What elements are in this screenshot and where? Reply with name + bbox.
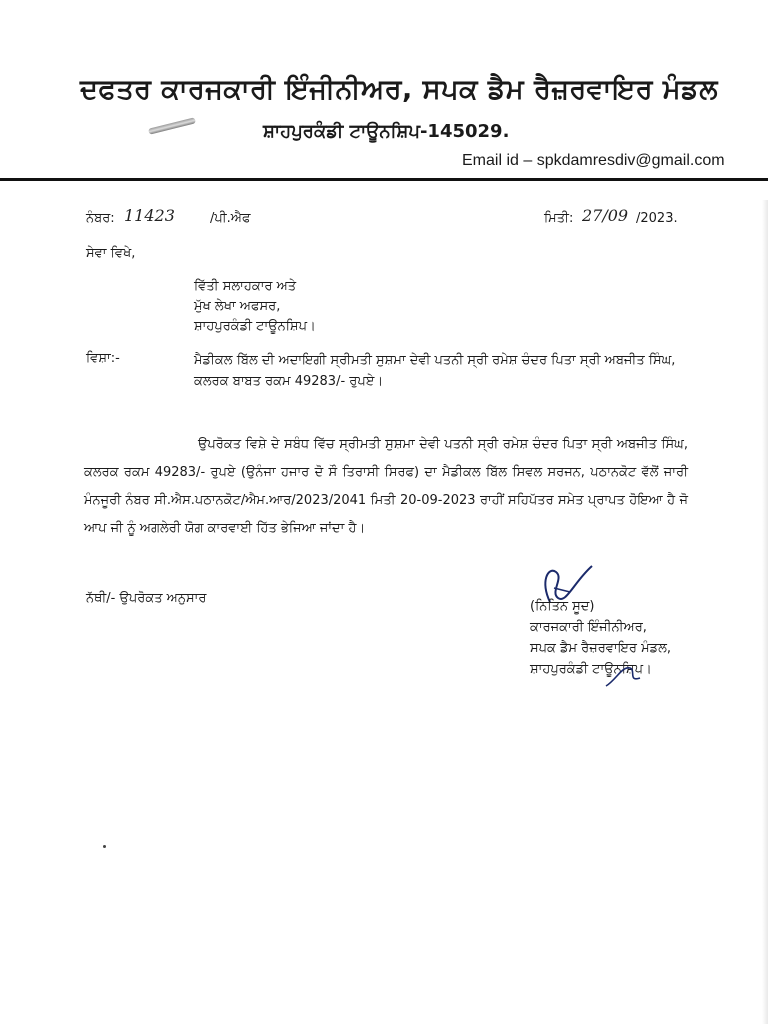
recipient-line-2: ਮੁੱਖ ਲੇਖਾ ਅਫਸਰ,	[194, 299, 281, 314]
date-label: ਮਿਤੀ:	[544, 211, 574, 226]
body-paragraph-text: ਉਪਰੋਕਤ ਵਿਸ਼ੇ ਦੇ ਸਬੰਧ ਵਿੱਚ ਸ੍ਰੀਮਤੀ ਸੁਸ਼ਮਾ ਦੇਵੀ ਪਤਨੀ ਸ੍ਰੀ ਰਮੇਸ਼ ਚੰਦਰ ਪਿਤਾ ਸ੍ਰੀ ਅਬਜੀਤ ਸਿੰਘ, ਕਲਰਕ ਰਕਮ 49283/- ਰੁਪਏ (ਉਨੰਜਾ ਹਜਾਰ ਦੋ ਸੌ ਤਿਰਾਸੀ ਸਿਰਫ) ਦਾ ਮੈਡੀਕਲ ਬਿੱਲ ਸਿਵਲ ਸਰਜਨ, ਪਠਾਨਕੋਟ ਵੱਲੋਂ ਜਾਰੀ ਮੰਨਜੂਰੀ ਨੰਬਰ ਸੀ.ਐਸ.ਪਠਾਨਕੋਟ/ਐਮ.ਆਰ/2023/2041 ਮਿਤੀ 20-09-2023 ਰਾਹੀਂ ਸਹਿਪੱਤਰ ਸਮੇਤ ਪ੍ਰਾਪਤ ਹੋਇਆ ਹੈ ਜੋ ਆਪ ਜੀ ਨੂੰ ਅਗਲੇਰੀ ਯੋਗ ਕਾਰਵਾਈ ਹਿੱਤ ਭੇਜਿਆ ਜਾਂਦਾ ਹੈ।	[84, 437, 688, 536]
pen-mark-icon	[148, 117, 196, 134]
subject-label: ਵਿਸ਼ਾ:-	[86, 351, 120, 366]
number-value: 11423	[124, 206, 175, 225]
initials-scribble	[600, 660, 650, 690]
stray-mark	[103, 845, 106, 848]
salutation: ਸੇਵਾ ਵਿਖੇ,	[86, 246, 136, 261]
signatory-designation-1: ਕਾਰਜਕਾਰੀ ਇੰਜੀਨੀਅਰ,	[530, 620, 647, 635]
recipient-line-3: ਸ਼ਾਹਪੁਰਕੰਡੀ ਟਾਊਨਸ਼ਿਪ।	[194, 319, 316, 334]
enclosure-note: ਨੱਥੀ/- ਉਪਰੋਕਤ ਅਨੁਸਾਰ	[86, 591, 207, 606]
signatory-designation-3: ਸ਼ਾਹਪੁਰਕੰਡੀ ਟਾਊਨਸ਼ਿਪ।	[530, 662, 652, 677]
number-label: ਨੰਬਰ:	[86, 211, 115, 226]
office-email: Email id – spkdamresdiv@gmail.com	[462, 152, 725, 169]
office-title: ਦਫਤਰ ਕਾਰਜਕਾਰੀ ਇੰਜੀਨੀਅਰ, ਸਪਕ ਡੈਮ ਰੈਜ਼ਰਵਾਇਰ ਮੰਡਲ	[80, 74, 718, 105]
signatory-designation-2: ਸਪਕ ਡੈਮ ਰੈਜ਼ਰਵਾਇਰ ਮੰਡਲ,	[530, 641, 672, 656]
number-suffix: /ਪੀ.ਐਫ	[210, 211, 251, 226]
date-day-month: 27/09	[582, 206, 629, 225]
signatory-name: (ਨਿਤਿਨ ਸੂਦ)	[530, 599, 595, 614]
date-year: /2023.	[636, 211, 678, 226]
office-address: ਸ਼ਾਹਪੁਰਕੰਡੀ ਟਾਊਨਸ਼ਿਪ-145029.	[263, 121, 510, 142]
scan-edge-shadow	[762, 200, 768, 1024]
subject-text: ਮੈਡੀਕਲ ਬਿੱਲ ਦੀ ਅਦਾਇਗੀ ਸ੍ਰੀਮਤੀ ਸੁਸ਼ਮਾ ਦੇਵੀ ਪਤਨੀ ਸ੍ਰੀ ਰਮੇਸ਼ ਚੰਦਰ ਪਿਤਾ ਸ੍ਰੀ ਅਬਜੀਤ ਸਿੰਘ, ਕਲਰਕ ਬਾਬਤ ਰਕਮ 49283/- ਰੁਪਏ।	[194, 353, 676, 389]
body-paragraph	[84, 431, 688, 543]
recipient-line-1: ਵਿੱਤੀ ਸਲਾਹਕਾਰ ਅਤੇ	[194, 279, 297, 294]
header-divider	[0, 178, 768, 181]
